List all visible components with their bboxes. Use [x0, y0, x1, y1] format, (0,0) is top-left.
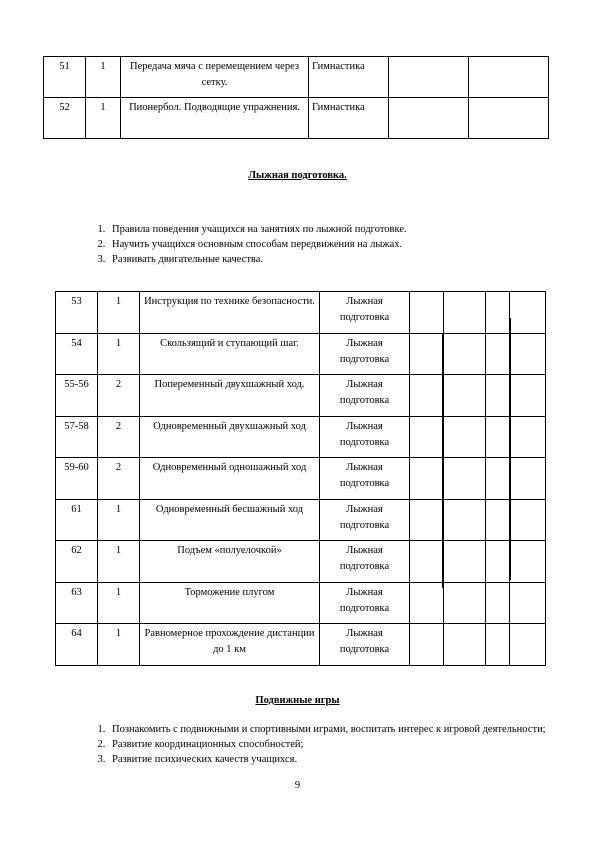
table-row	[56, 333, 546, 375]
lesson-hours: 1	[98, 499, 140, 541]
lesson-topic: Одновременный бесшажный ход	[140, 499, 320, 541]
empty-cell	[410, 416, 444, 458]
empty-cell	[486, 416, 510, 458]
lesson-hours: 1	[98, 541, 140, 583]
empty-cell	[410, 582, 444, 624]
empty-cell	[444, 582, 486, 624]
table-row	[56, 375, 546, 417]
empty-cell	[510, 292, 546, 334]
lesson-number: 59-60	[56, 458, 98, 500]
ski-goals-list	[88, 222, 548, 267]
lesson-number: 52	[44, 98, 86, 139]
lesson-hours: 1	[86, 98, 121, 139]
lesson-section: Лыжная подготовка	[320, 624, 410, 666]
lesson-hours: 1	[98, 292, 140, 334]
empty-cell	[510, 582, 546, 624]
table-row	[44, 98, 549, 139]
empty-cell	[486, 375, 510, 417]
lesson-number: 63	[56, 582, 98, 624]
empty-cell	[444, 541, 486, 583]
empty-cell	[410, 375, 444, 417]
empty-cell	[444, 499, 486, 541]
empty-cell	[389, 98, 469, 139]
lesson-section: Гимнастика	[309, 98, 389, 139]
empty-cell	[410, 292, 444, 334]
lesson-topic: Передача мяча с перемещением через сетку.	[121, 57, 309, 98]
ski-section-title: Лыжная подготовка.	[248, 170, 347, 181]
lesson-hours: 2	[98, 375, 140, 417]
empty-cell	[486, 292, 510, 334]
lesson-section: Лыжная подготовка	[320, 333, 410, 375]
lesson-hours: 1	[86, 57, 121, 98]
empty-cell	[444, 375, 486, 417]
table-row	[56, 458, 546, 500]
lesson-topic: Торможение плугом	[140, 582, 320, 624]
lesson-topic: Инструкция по технике безопасности.	[140, 292, 320, 334]
lesson-number: 61	[56, 499, 98, 541]
list-item: 3. Развивать двигательные качества.	[108, 252, 548, 267]
lesson-section: Лыжная подготовка	[320, 416, 410, 458]
empty-cell	[444, 416, 486, 458]
list-item: 3. Развитие психических качеств учащихся.	[108, 752, 548, 767]
lesson-topic: Одновременный одношажный ход	[140, 458, 320, 500]
lesson-section: Лыжная подготовка	[320, 541, 410, 583]
lesson-number: 57-58	[56, 416, 98, 458]
empty-cell	[410, 624, 444, 666]
lesson-hours: 1	[98, 624, 140, 666]
table-row	[56, 292, 546, 334]
empty-cell	[510, 499, 546, 541]
empty-cell	[389, 57, 469, 98]
list-item: 2. Научить учащихся основным способам передвижения на лыжах.	[108, 237, 548, 252]
empty-cell	[486, 458, 510, 500]
empty-cell	[510, 624, 546, 666]
list-item: 2. Развитие координационных способностей;	[108, 737, 548, 752]
list-item: 1. Правила поведения учащихся на занятиях по лыжной подготовке.	[108, 222, 548, 237]
empty-cell	[510, 416, 546, 458]
lesson-topic: Одновременный двухшажный ход	[140, 416, 320, 458]
lesson-number: 53	[56, 292, 98, 334]
table-row	[56, 624, 546, 666]
lesson-hours: 2	[98, 458, 140, 500]
empty-cell	[444, 333, 486, 375]
empty-cell	[469, 57, 549, 98]
empty-cell	[486, 333, 510, 375]
empty-cell	[444, 292, 486, 334]
table-row	[56, 416, 546, 458]
table-row	[56, 541, 546, 583]
table-row	[44, 57, 549, 98]
ski-table	[55, 291, 546, 666]
empty-cell	[486, 582, 510, 624]
lesson-section: Лыжная подготовка	[320, 582, 410, 624]
lesson-topic: Равномерное прохождение дистанции до 1 км	[140, 624, 320, 666]
lesson-topic: Скользящий и ступающий шаг.	[140, 333, 320, 375]
lesson-topic: Попеременный двухшажный ход.	[140, 375, 320, 417]
lesson-number: 54	[56, 333, 98, 375]
lesson-number: 62	[56, 541, 98, 583]
page-number: 9	[294, 780, 301, 791]
empty-cell	[486, 541, 510, 583]
lesson-number: 55-56	[56, 375, 98, 417]
empty-cell	[410, 541, 444, 583]
empty-cell	[469, 98, 549, 139]
empty-cell	[486, 499, 510, 541]
lesson-section: Лыжная подготовка	[320, 499, 410, 541]
lesson-hours: 2	[98, 416, 140, 458]
empty-cell	[510, 333, 546, 375]
empty-cell	[410, 499, 444, 541]
lesson-section: Лыжная подготовка	[320, 375, 410, 417]
empty-cell	[510, 541, 546, 583]
lesson-section: Гимнастика	[309, 57, 389, 98]
lesson-section: Лыжная подготовка	[320, 292, 410, 334]
empty-cell	[410, 333, 444, 375]
vertical-rule	[509, 318, 511, 580]
empty-cell	[486, 624, 510, 666]
lesson-hours: 1	[98, 333, 140, 375]
empty-cell	[510, 458, 546, 500]
list-item: 1. Познакомить с подвижными и спортивными играми, воспитать интерес к игровой деятельности;	[108, 722, 548, 737]
empty-cell	[444, 458, 486, 500]
games-goals-list	[88, 722, 548, 767]
empty-cell	[510, 375, 546, 417]
empty-cell	[444, 624, 486, 666]
lesson-topic: Пионербол. Подводящие упражнения.	[121, 98, 309, 139]
gymnastics-table	[43, 56, 549, 139]
lesson-number: 51	[44, 57, 86, 98]
lesson-section: Лыжная подготовка	[320, 458, 410, 500]
lesson-topic: Подъем «полуелочкой»	[140, 541, 320, 583]
empty-cell	[410, 458, 444, 500]
table-row	[56, 582, 546, 624]
vertical-rule	[442, 334, 444, 588]
games-section-title: Подвижные игры	[255, 695, 340, 706]
lesson-hours: 1	[98, 582, 140, 624]
table-row	[56, 499, 546, 541]
lesson-number: 64	[56, 624, 98, 666]
